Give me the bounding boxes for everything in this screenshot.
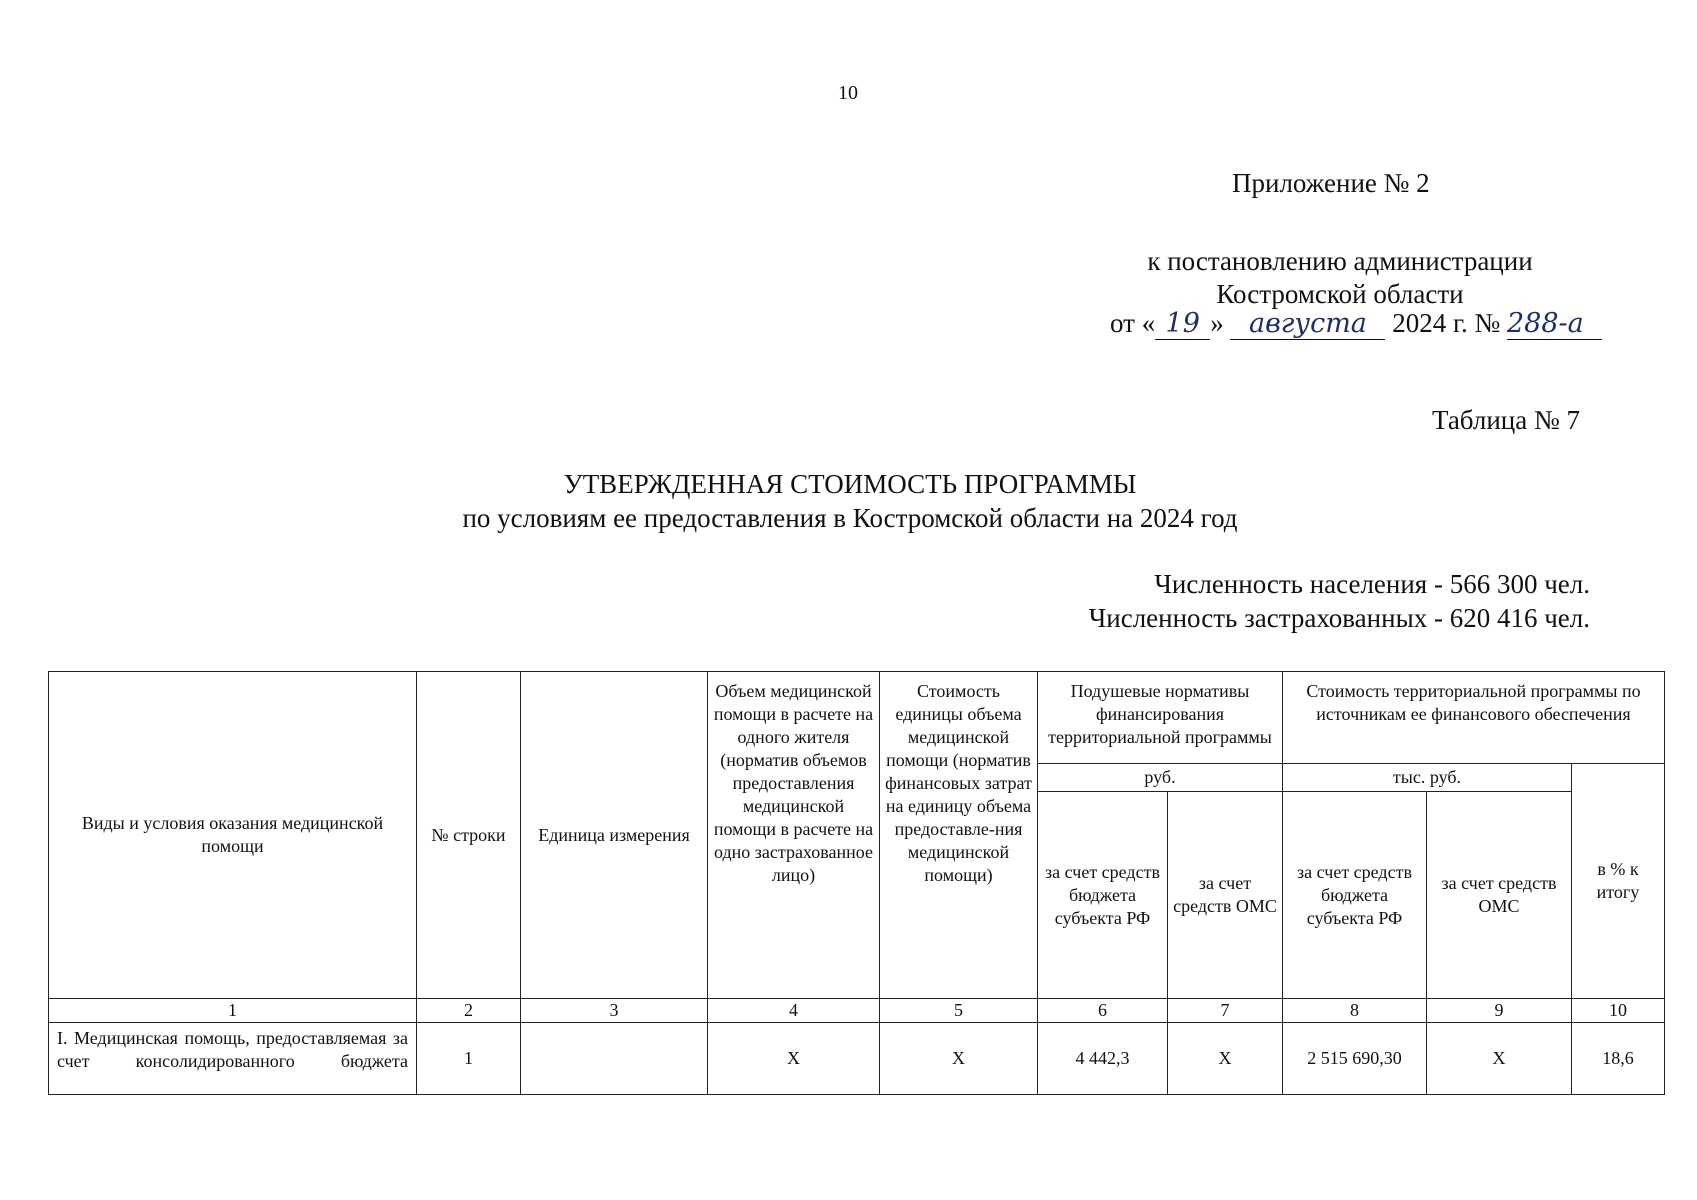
- date-mid: »: [1210, 308, 1224, 338]
- row-unit-cost: Х: [880, 1023, 1038, 1095]
- column-number: 9: [1427, 999, 1572, 1023]
- header-oms: за счет средств ОМС: [1168, 792, 1283, 999]
- decree-reference: [1090, 245, 1590, 311]
- column-number: 7: [1168, 999, 1283, 1023]
- handwritten-decree-number: 288-а: [1507, 308, 1602, 340]
- column-number: 8: [1283, 999, 1427, 1023]
- handwritten-day: 19: [1155, 308, 1210, 340]
- header-per-capita: Подушевые нормативы финансирования территориальной программы: [1038, 672, 1283, 764]
- header-types: Виды и условия оказания медицинской помощи: [49, 672, 417, 999]
- row-volume: Х: [708, 1023, 880, 1095]
- date-year: 2024 г. №: [1392, 308, 1501, 338]
- population-info: [1089, 567, 1590, 635]
- column-number: 1: [49, 999, 417, 1023]
- decree-line-2: Костромской области: [1216, 279, 1464, 309]
- appendix-label: Приложение № 2: [1232, 168, 1430, 198]
- row-cost-budget: 2 515 690,30: [1283, 1023, 1427, 1095]
- column-number: 3: [521, 999, 708, 1023]
- column-number: 2: [417, 999, 521, 1023]
- header-oms-2: за счет средств ОМС: [1427, 792, 1572, 999]
- date-prefix: от «: [1110, 308, 1156, 338]
- row-cost-oms: Х: [1427, 1023, 1572, 1095]
- header-thousand-rub: тыс. руб.: [1283, 764, 1572, 792]
- row-per-capita-oms: Х: [1168, 1023, 1283, 1095]
- page-number: 10: [838, 82, 858, 104]
- row-percent: 18,6: [1572, 1023, 1665, 1095]
- column-number: 5: [880, 999, 1038, 1023]
- title-line-1: УТВЕРЖДЕННАЯ СТОИМОСТЬ ПРОГРАММЫ: [563, 469, 1137, 499]
- row-per-capita-budget: 4 442,3: [1038, 1023, 1168, 1095]
- header-program-cost: Стоимость территориальной программы по источникам ее финансового обеспечения: [1283, 672, 1665, 764]
- title-line-2: по условиям ее предоставления в Костромской области на 2024 год: [462, 503, 1238, 533]
- table-row: [49, 1023, 1665, 1095]
- decree-line-1: к постановлению администрации: [1147, 246, 1533, 276]
- header-budget-rf: за счет средств бюджета субъекта РФ: [1038, 792, 1168, 999]
- population-residents: Численность населения - 566 300 чел.: [1154, 569, 1590, 599]
- header-budget-rf-2: за счет средств бюджета субъекта РФ: [1283, 792, 1427, 999]
- row-line-number: 1: [417, 1023, 521, 1095]
- header-unit-cost: Стоимость единицы объема медицинской помощи (норматив финансовых затрат на единицу объема предоставле-ния медицинской помощи): [880, 672, 1038, 999]
- column-number: 6: [1038, 999, 1168, 1023]
- header-percent-total: в % к итогу: [1572, 764, 1665, 999]
- row-unit: [521, 1023, 708, 1095]
- program-cost-table: [48, 671, 1665, 1095]
- handwritten-month: августа: [1230, 308, 1385, 340]
- document-title: [300, 467, 1400, 535]
- decree-date: [1110, 308, 1602, 340]
- row-description: I. Медицинская помощь, предоставляемая за счет консолидированного бюджета: [49, 1023, 417, 1095]
- header-volume: Объем медицинской помощи в расчете на одного жителя (норматив объемов предоставления медицинской помощи в расчете на одно застрахованное лицо): [708, 672, 880, 999]
- column-number: 4: [708, 999, 880, 1023]
- header-row-number: № строки: [417, 672, 521, 999]
- header-unit: Единица измерения: [521, 672, 708, 999]
- table-label: Таблица № 7: [1432, 405, 1580, 435]
- header-rub: руб.: [1038, 764, 1283, 792]
- column-number: 10: [1572, 999, 1665, 1023]
- population-insured: Численность застрахованных - 620 416 чел.: [1088, 603, 1590, 633]
- column-number-row: [49, 999, 1665, 1023]
